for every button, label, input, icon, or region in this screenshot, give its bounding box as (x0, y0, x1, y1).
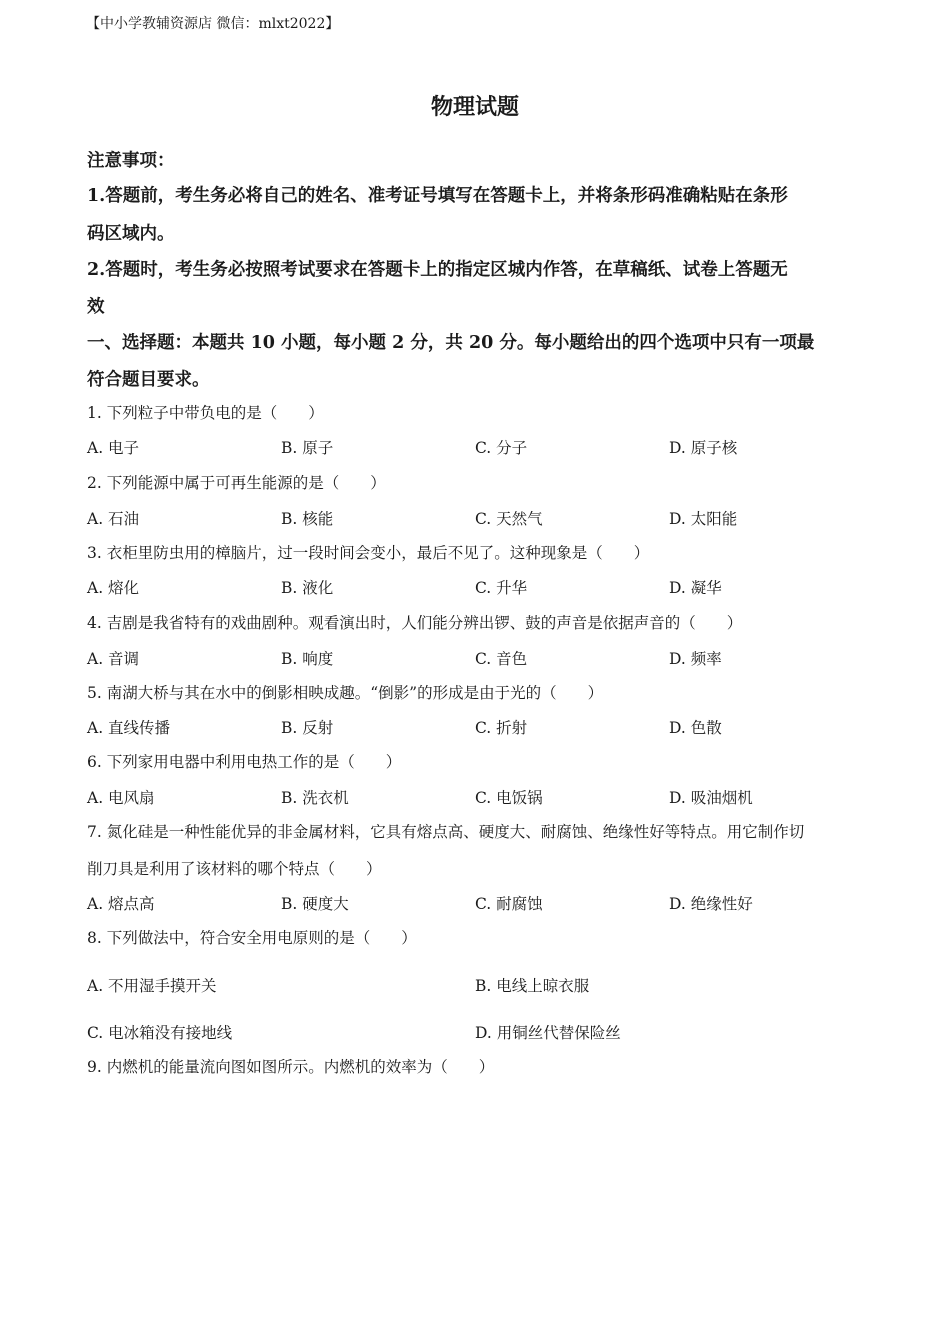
q5-option-a: A. 直线传播 (87, 719, 171, 737)
q7-option-d: D. 绝缘性好 (669, 895, 753, 913)
q2-option-b: B. 核能 (281, 510, 334, 528)
q5-option-b: B. 反射 (281, 719, 334, 737)
q1-option-d: D. 原子核 (669, 439, 738, 457)
q8-option-c: C. 电冰箱没有接地线 (87, 1024, 233, 1042)
q7-option-b: B. 硬度大 (281, 895, 349, 913)
question-4: 4. 吉剧是我省特有的戏曲剧种。观看演出时，人们能分辨出锣、鼓的声音是依据声音的（ ） (87, 614, 743, 632)
question-3: 3. 衣柜里防虫用的樟脑片，过一段时间会变小，最后不见了。这种现象是（ ） (87, 544, 650, 562)
page-title: 物理试题 (430, 94, 519, 120)
q6-option-d: D. 吸油烟机 (669, 789, 753, 807)
header-watermark: 【中小学教辅资源店 微信：mlxt2022】 (86, 16, 340, 32)
q4-option-c: C. 音色 (475, 650, 528, 668)
note-2-line-2: 效 (87, 297, 105, 317)
q1-option-c: C. 分子 (475, 439, 528, 457)
question-6: 6. 下列家用电器中利用电热工作的是（ ） (87, 753, 402, 771)
q7-option-c: C. 耐腐蚀 (475, 895, 543, 913)
q1-option-b: B. 原子 (281, 439, 334, 457)
q4-option-b: B. 响度 (281, 650, 334, 668)
notes-heading: 注意事项： (87, 151, 175, 171)
q1-option-a: A. 电子 (87, 439, 140, 457)
section-heading-line-1: 一、选择题：本题共 10 小题，每小题 2 分，共 20 分。每小题给出的四个选项中只有一项最 (87, 333, 815, 353)
q3-option-d: D. 凝华 (669, 579, 722, 597)
question-8: 8. 下列做法中，符合安全用电原则的是（ ） (87, 929, 417, 947)
q3-option-a: A. 熔化 (87, 579, 140, 597)
question-5: 5. 南湖大桥与其在水中的倒影相映成趣。“倒影”的形成是由于光的（ ） (87, 684, 604, 702)
question-2: 2. 下列能源中属于可再生能源的是（ ） (87, 474, 386, 492)
q3-option-b: B. 液化 (281, 579, 334, 597)
q8-option-b: B. 电线上晾衣服 (475, 977, 590, 995)
q6-option-a: A. 电风扇 (87, 789, 155, 807)
question-7-line-1: 7. 氮化硅是一种性能优异的非金属材料，它具有熔点高、硬度大、耐腐蚀、绝缘性好等特点。用它制作切 (87, 823, 805, 841)
q5-option-d: D. 色散 (669, 719, 722, 737)
question-9: 9. 内燃机的能量流向图如图所示。内燃机的效率为（ ） (87, 1058, 495, 1076)
q4-option-d: D. 频率 (669, 650, 722, 668)
q8-option-d: D. 用铜丝代替保险丝 (475, 1024, 621, 1042)
q4-option-a: A. 音调 (87, 650, 140, 668)
q6-option-c: C. 电饭锅 (475, 789, 543, 807)
q8-option-a: A. 不用湿手摸开关 (87, 977, 217, 995)
note-2-line-1: 2.答题时，考生务必按照考试要求在答题卡上的指定区城内作答，在草稿纸、试卷上答题无 (87, 260, 788, 280)
q2-option-d: D. 太阳能 (669, 510, 738, 528)
q2-option-c: C. 天然气 (475, 510, 543, 528)
q3-option-c: C. 升华 (475, 579, 528, 597)
question-1: 1. 下列粒子中带负电的是（ ） (87, 404, 324, 422)
q2-option-a: A. 石油 (87, 510, 140, 528)
q6-option-b: B. 洗衣机 (281, 789, 349, 807)
q5-option-c: C. 折射 (475, 719, 528, 737)
q7-option-a: A. 熔点高 (87, 895, 155, 913)
note-1-line-1: 1.答题前，考生务必将自己的姓名、准考证号填写在答题卡上，并将条形码准确粘贴在条形 (87, 186, 788, 206)
question-7-line-2: 削刀具是利用了该材料的哪个特点（ ） (87, 860, 382, 878)
note-1-line-2: 码区域内。 (87, 224, 175, 244)
section-heading-line-2: 符合题目要求。 (87, 370, 210, 390)
